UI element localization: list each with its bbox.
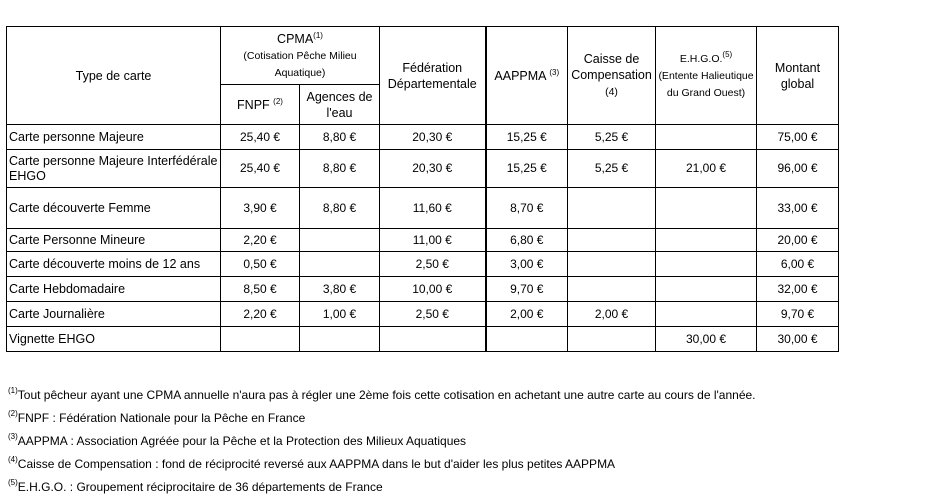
cell-fnpf: 25,40 €	[221, 125, 300, 150]
footnote: $^{(2)}$FNPF : Fédération Nationale pour la Pêche en France	[8, 409, 306, 425]
cell-ehgo: 30,00 €	[656, 327, 757, 352]
cell-aappma: 15,25 €	[486, 150, 568, 188]
footnote: $^{(1)}$Tout pêcheur ayant une CPMA annuelle n'aura pas à régler une 2ème fois cette cotisation en achetant une autre carte au cours de l'année.	[8, 386, 756, 402]
cell-montant: 75,00 €	[757, 125, 839, 150]
cell-ehgo	[656, 302, 757, 327]
cell-federation: 11,60 €	[380, 188, 486, 229]
cell-montant: 96,00 €	[757, 150, 839, 188]
row-label: Carte personne Majeure	[7, 125, 221, 150]
table-row	[7, 327, 839, 352]
row-label: Carte personne Majeure Interfédérale EHGO	[7, 150, 221, 188]
row-label: Vignette EHGO	[7, 327, 221, 352]
cell-caisse	[568, 252, 656, 277]
row-label: Carte Journalière	[7, 302, 221, 327]
cell-federation: 2,50 €	[380, 252, 486, 277]
footnote: $^{(3)}$AAPPMA : Association Agréée pour la Pêche et la Protection des Milieux Aquatiques	[8, 432, 467, 448]
table-row	[7, 229, 839, 252]
cell-aappma: 8,70 €	[486, 188, 568, 229]
cell-ehgo	[656, 277, 757, 302]
cell-federation: 20,30 €	[380, 150, 486, 188]
header-federation: Fédération Départementale	[380, 27, 486, 125]
row-label: Carte Hebdomadaire	[7, 277, 221, 302]
header-fnpf: FNPF $^{(2)}$	[221, 85, 300, 125]
row-label: Carte découverte Femme	[7, 188, 221, 229]
cell-aappma: 6,80 €	[486, 229, 568, 252]
cell-agences	[300, 327, 380, 352]
cell-federation: 20,30 €	[380, 125, 486, 150]
cell-montant: 33,00 €	[757, 188, 839, 229]
cell-caisse	[568, 277, 656, 302]
cell-fnpf: 0,50 €	[221, 252, 300, 277]
table-row	[7, 252, 839, 277]
cell-fnpf: 2,20 €	[221, 302, 300, 327]
cell-caisse: 2,00 €	[568, 302, 656, 327]
table-row	[7, 150, 839, 188]
table-row	[7, 125, 839, 150]
table-row	[7, 188, 839, 229]
cell-ehgo	[656, 252, 757, 277]
cell-montant: 30,00 €	[757, 327, 839, 352]
cell-caisse	[568, 327, 656, 352]
cell-agences: 8,80 €	[300, 125, 380, 150]
header-agences: Agences de l'eau	[300, 85, 380, 125]
cell-ehgo	[656, 188, 757, 229]
fishing-card-price-table	[6, 26, 839, 352]
cell-fnpf: 8,50 €	[221, 277, 300, 302]
cell-agences: 8,80 €	[300, 188, 380, 229]
cell-montant: 20,00 €	[757, 229, 839, 252]
cell-caisse	[568, 229, 656, 252]
cell-ehgo	[656, 125, 757, 150]
cell-federation: 11,00 €	[380, 229, 486, 252]
header-aappma: AAPPMA $^{(3)}$	[486, 27, 568, 125]
header-caisse: Caisse de Compensation (4)	[568, 27, 656, 125]
cell-agences: 3,80 €	[300, 277, 380, 302]
footnote: $^{(5)}$E.H.G.O. : Groupement réciprocitaire de 36 départements de France	[8, 478, 383, 494]
footnotes	[8, 384, 918, 499]
cell-aappma: 15,25 €	[486, 125, 568, 150]
cell-aappma	[486, 327, 568, 352]
cell-caisse	[568, 188, 656, 229]
cell-fnpf: 2,20 €	[221, 229, 300, 252]
table-row	[7, 277, 839, 302]
cell-federation: 10,00 €	[380, 277, 486, 302]
cell-agences: 1,00 €	[300, 302, 380, 327]
row-label: Carte Personne Mineure	[7, 229, 221, 252]
header-montant: Montant global	[757, 27, 839, 125]
cell-aappma: 3,00 €	[486, 252, 568, 277]
table-row	[7, 302, 839, 327]
cell-agences	[300, 229, 380, 252]
cell-montant: 32,00 €	[757, 277, 839, 302]
header-cpma-subtitle: (Cotisation Pêche Milieu Aquatique)	[243, 49, 357, 79]
header-type-carte: Type de carte	[7, 27, 221, 125]
cell-ehgo	[656, 229, 757, 252]
footnote: $^{(4)}$Caisse de Compensation : fond de réciprocité reversé aux AAPPMA dans le but d'aider les plus petites AAPPMA	[8, 455, 616, 471]
cell-montant: 9,70 €	[757, 302, 839, 327]
cell-caisse: 5,25 €	[568, 125, 656, 150]
row-label: Carte découverte moins de 12 ans	[7, 252, 221, 277]
cell-federation	[380, 327, 486, 352]
cell-caisse: 5,25 €	[568, 150, 656, 188]
cell-federation: 2,50 €	[380, 302, 486, 327]
cell-fnpf: 25,40 €	[221, 150, 300, 188]
cell-ehgo: 21,00 €	[656, 150, 757, 188]
header-ehgo: E.H.G.O.$^{(5)}$ (Entente Halieutique du Grand Ouest)	[656, 27, 757, 125]
header-ehgo-subtitle: (Entente Halieutique du Grand Ouest)	[658, 70, 754, 99]
cell-montant: 6,00 €	[757, 252, 839, 277]
header-cpma: CPMA$^{(1)}$ (Cotisation Pêche Milieu Aquatique)	[221, 27, 380, 85]
cell-aappma: 9,70 €	[486, 277, 568, 302]
cell-agences	[300, 252, 380, 277]
cell-aappma: 2,00 €	[486, 302, 568, 327]
cell-agences: 8,80 €	[300, 150, 380, 188]
cell-fnpf: 3,90 €	[221, 188, 300, 229]
cell-fnpf	[221, 327, 300, 352]
